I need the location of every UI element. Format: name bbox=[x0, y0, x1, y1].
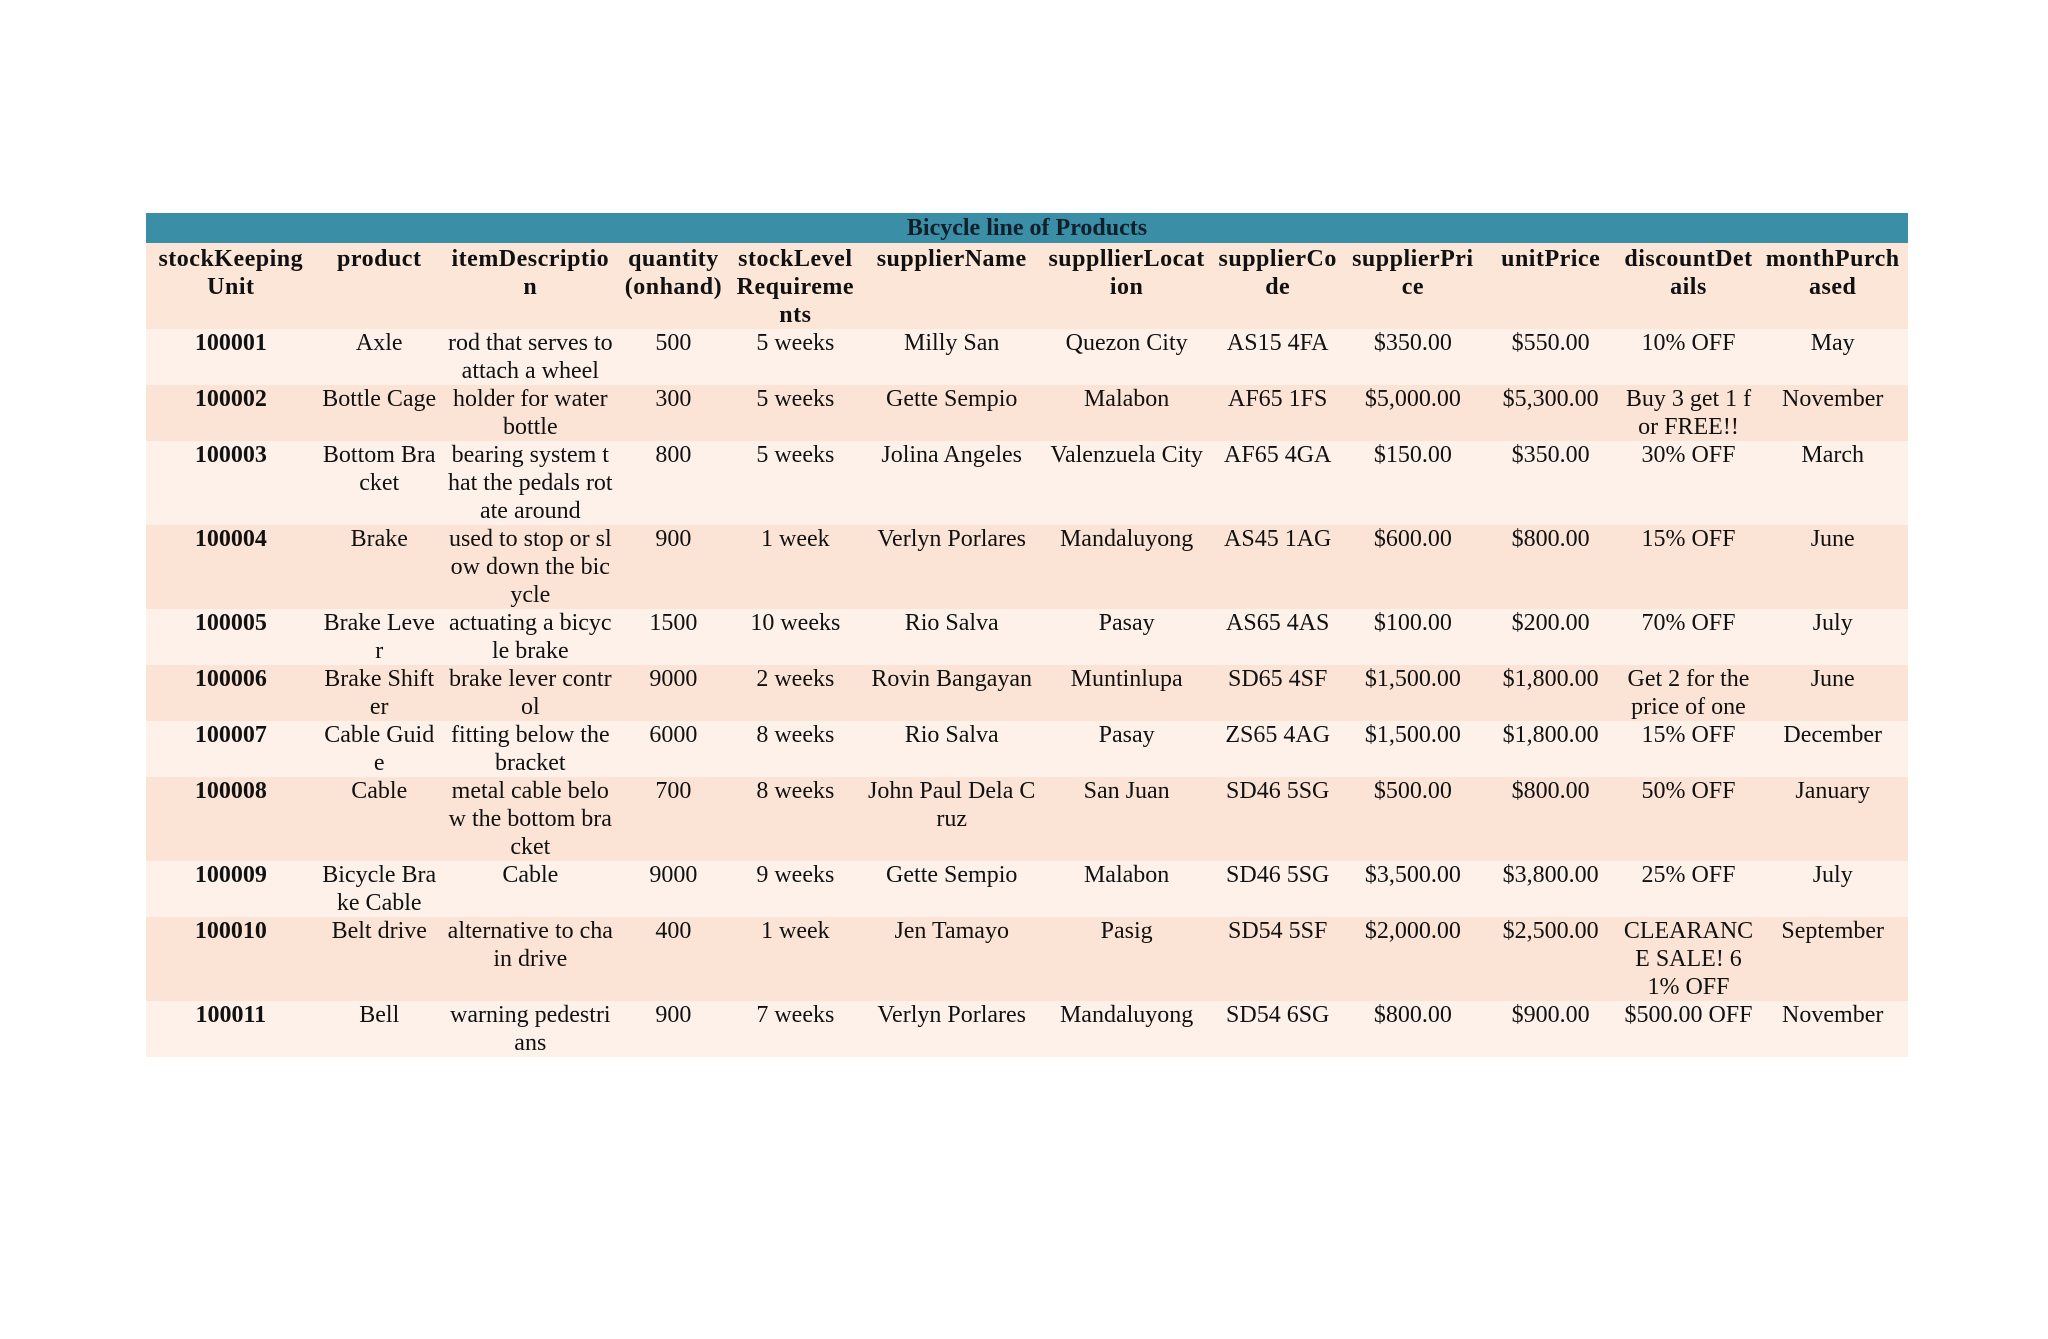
column-header: suppllierLocation bbox=[1048, 246, 1205, 300]
table-cell: May bbox=[1810, 330, 1855, 356]
table-cell: $3,500.00 bbox=[1364, 862, 1461, 888]
sku-cell: 100011 bbox=[195, 1002, 267, 1028]
table-cell: SD54 6SG bbox=[1226, 1002, 1330, 1028]
table-row bbox=[146, 1001, 1908, 1057]
table-cell: Muntinlupa bbox=[1070, 666, 1183, 692]
table-row bbox=[146, 917, 1908, 1001]
table-cell: Belt drive bbox=[331, 918, 427, 944]
table-cell: $350.00 bbox=[1373, 330, 1452, 356]
table-cell: Mandaluyong bbox=[1059, 526, 1194, 552]
table-cell: 300 bbox=[655, 386, 692, 412]
table-cell: 900 bbox=[655, 526, 692, 552]
table-row bbox=[146, 609, 1908, 665]
table-cell: Verlyn Porlares bbox=[877, 1002, 1027, 1028]
sku-cell: 100006 bbox=[194, 666, 267, 692]
table-cell: AS65 4AS bbox=[1226, 610, 1330, 636]
sku-cell: 100004 bbox=[194, 526, 267, 552]
table-cell: June bbox=[1810, 526, 1855, 552]
table-cell: 10% OFF bbox=[1641, 330, 1736, 356]
table-cell: 50% OFF bbox=[1641, 778, 1736, 804]
table-cell: $1,500.00 bbox=[1364, 666, 1461, 692]
table-row bbox=[146, 721, 1908, 777]
table-cell: $1,500.00 bbox=[1364, 722, 1461, 748]
table-cell: Cable bbox=[351, 778, 408, 804]
table-body bbox=[146, 329, 1908, 1057]
table-cell: Cable Guide bbox=[324, 722, 435, 776]
sku-cell: 100009 bbox=[194, 862, 267, 888]
column-header: discountDetails bbox=[1624, 246, 1753, 300]
table-cell: $1,800.00 bbox=[1502, 666, 1599, 692]
table-cell: Pasay bbox=[1098, 610, 1155, 636]
table-cell: used to stop or slow down the bicycle bbox=[448, 526, 612, 608]
table-cell: September bbox=[1781, 918, 1885, 944]
table-row bbox=[146, 777, 1908, 861]
table-cell: alternative to chain drive bbox=[447, 918, 613, 972]
table-cell: San Juan bbox=[1083, 778, 1170, 804]
table-cell: Get 2 for the price of one bbox=[1627, 666, 1750, 720]
table-cell: Bottle Cage bbox=[322, 386, 437, 412]
table-cell: Bicycle Brake Cable bbox=[322, 862, 437, 916]
table-row bbox=[146, 329, 1908, 385]
table-cell: $600.00 bbox=[1373, 526, 1452, 552]
table-cell: June bbox=[1810, 666, 1855, 692]
table-cell: Cable bbox=[502, 862, 559, 888]
table-row bbox=[146, 665, 1908, 721]
column-header: stockLevel Requirements bbox=[736, 246, 855, 328]
sku-cell: 100007 bbox=[194, 722, 267, 748]
table-cell: November bbox=[1782, 386, 1884, 412]
table-cell: $2,000.00 bbox=[1364, 918, 1461, 944]
table-cell: $900.00 bbox=[1511, 1002, 1590, 1028]
table-cell: $800.00 bbox=[1511, 778, 1590, 804]
column-header: product bbox=[337, 246, 422, 272]
table-cell: 800 bbox=[655, 442, 692, 468]
table-cell: $550.00 bbox=[1511, 330, 1590, 356]
table-cell: SD65 4SF bbox=[1228, 666, 1328, 692]
table-cell: 7 weeks bbox=[756, 1002, 835, 1028]
table-cell: $800.00 bbox=[1511, 526, 1590, 552]
table-row bbox=[146, 385, 1908, 441]
sku-cell: 100003 bbox=[194, 442, 267, 468]
table-cell: brake lever control bbox=[449, 666, 612, 720]
table-cell: fitting below the bracket bbox=[450, 722, 610, 776]
table-cell: Axle bbox=[355, 330, 403, 356]
table-cell: John Paul Dela Cruz bbox=[868, 778, 1036, 832]
table-cell: AS45 1AG bbox=[1224, 526, 1332, 552]
table-cell: 1 week bbox=[761, 526, 830, 552]
table-cell: 8 weeks bbox=[756, 722, 835, 748]
table-cell: 9000 bbox=[649, 666, 698, 692]
table-cell: $150.00 bbox=[1373, 442, 1452, 468]
table-cell: December bbox=[1783, 722, 1882, 748]
table-cell: SD46 5SG bbox=[1226, 778, 1330, 804]
table-cell: November bbox=[1782, 1002, 1884, 1028]
table-cell: Verlyn Porlares bbox=[877, 526, 1027, 552]
table-cell: 9 weeks bbox=[756, 862, 835, 888]
table-cell: 700 bbox=[655, 778, 692, 804]
table-cell: $5,300.00 bbox=[1502, 386, 1599, 412]
table-header bbox=[146, 243, 1908, 329]
table-cell: Bottom Bracket bbox=[322, 442, 436, 496]
header-row bbox=[146, 243, 1908, 329]
table-cell: Malabon bbox=[1083, 862, 1170, 888]
table-cell: AF65 1FS bbox=[1228, 386, 1328, 412]
table-cell: Jolina Angeles bbox=[881, 442, 1023, 468]
table-cell: Quezon City bbox=[1065, 330, 1188, 356]
table-cell: Malabon bbox=[1083, 386, 1170, 412]
table-cell: 5 weeks bbox=[756, 386, 835, 412]
table-cell: Brake Lever bbox=[323, 610, 435, 664]
table-cell: Pasay bbox=[1098, 722, 1155, 748]
table-cell: $500.00 bbox=[1373, 778, 1452, 804]
table-cell: ZS65 4AG bbox=[1225, 722, 1331, 748]
table-cell: 6000 bbox=[649, 722, 698, 748]
table-cell: holder for water bottle bbox=[453, 386, 608, 440]
sku-cell: 100002 bbox=[194, 386, 267, 412]
table-cell: Brake Shifter bbox=[324, 666, 435, 720]
table-cell: Brake bbox=[350, 526, 408, 552]
table-row bbox=[146, 441, 1908, 525]
table-title: Bicycle line of Products bbox=[146, 213, 1908, 243]
table-cell: $2,500.00 bbox=[1502, 918, 1599, 944]
table-cell: 15% OFF bbox=[1641, 722, 1736, 748]
table-cell: Milly San bbox=[904, 330, 1000, 356]
table-cell: warning pedestrians bbox=[449, 1002, 611, 1056]
table-cell: 30% OFF bbox=[1641, 442, 1736, 468]
sku-cell: 100010 bbox=[194, 918, 267, 944]
table-cell: 5 weeks bbox=[756, 442, 835, 468]
table-row bbox=[146, 525, 1908, 609]
table-cell: July bbox=[1812, 610, 1853, 636]
column-header: supplierName bbox=[876, 246, 1027, 272]
table-cell: July bbox=[1812, 862, 1853, 888]
column-header: monthPurchased bbox=[1765, 246, 1900, 300]
table-cell: actuating a bicycle brake bbox=[449, 610, 612, 664]
table-cell: 70% OFF bbox=[1641, 610, 1736, 636]
sku-cell: 100005 bbox=[194, 610, 267, 636]
table-cell: 9000 bbox=[649, 862, 698, 888]
table-cell: AF65 4GA bbox=[1224, 442, 1332, 468]
column-header: unitPrice bbox=[1501, 246, 1601, 272]
table-cell: Mandaluyong bbox=[1059, 1002, 1194, 1028]
table-cell: bearing system that the pedals rotate around bbox=[447, 442, 613, 524]
table-cell: Jen Tamayo bbox=[894, 918, 1009, 944]
table-cell: Pasig bbox=[1100, 918, 1153, 944]
table-cell: $100.00 bbox=[1373, 610, 1452, 636]
products-table bbox=[146, 243, 1908, 1057]
column-header: supplierPrice bbox=[1352, 246, 1474, 300]
table-cell: Gette Sempio bbox=[886, 386, 1018, 412]
table-cell: 2 weeks bbox=[756, 666, 835, 692]
table-cell: January bbox=[1795, 778, 1871, 804]
table-cell: $1,800.00 bbox=[1502, 722, 1599, 748]
table-row bbox=[146, 861, 1908, 917]
table-cell: 10 weeks bbox=[750, 610, 841, 636]
table-cell: 8 weeks bbox=[756, 778, 835, 804]
table-cell: $200.00 bbox=[1511, 610, 1590, 636]
table-cell: 15% OFF bbox=[1641, 526, 1736, 552]
table-cell: Rovin Bangayan bbox=[871, 666, 1033, 692]
product-table-sheet bbox=[146, 213, 1908, 1057]
table-cell: $5,000.00 bbox=[1364, 386, 1461, 412]
column-header: quantity (onhand) bbox=[624, 246, 723, 300]
sku-cell: 100001 bbox=[194, 330, 267, 356]
table-cell: metal cable below the bottom bracket bbox=[448, 778, 612, 860]
column-header: itemDescription bbox=[451, 246, 610, 300]
table-cell: Rio Salva bbox=[904, 722, 999, 748]
table-cell: $800.00 bbox=[1373, 1002, 1452, 1028]
table-cell: SD54 5SF bbox=[1228, 918, 1328, 944]
table-cell: 1500 bbox=[649, 610, 698, 636]
table-cell: SD46 5SG bbox=[1226, 862, 1330, 888]
table-cell: AS15 4FA bbox=[1226, 330, 1329, 356]
table-cell: Valenzuela City bbox=[1050, 442, 1203, 468]
table-cell: Bell bbox=[359, 1002, 400, 1028]
table-cell: 25% OFF bbox=[1641, 862, 1736, 888]
table-cell: rod that serves to attach a wheel bbox=[447, 330, 613, 384]
table-cell: 900 bbox=[655, 1002, 692, 1028]
column-header: supplierCode bbox=[1218, 246, 1337, 300]
table-cell: 400 bbox=[655, 918, 692, 944]
table-cell: 5 weeks bbox=[756, 330, 835, 356]
column-header: stockKeepingUnit bbox=[158, 246, 304, 300]
table-cell: $350.00 bbox=[1511, 442, 1590, 468]
table-cell: 1 week bbox=[761, 918, 830, 944]
table-cell: Buy 3 get 1 for FREE!! bbox=[1625, 386, 1752, 440]
table-cell: CLEARANCE SALE! 61% OFF bbox=[1623, 918, 1754, 1000]
table-cell: 500 bbox=[655, 330, 692, 356]
table-cell: $3,800.00 bbox=[1502, 862, 1599, 888]
sku-cell: 100008 bbox=[194, 778, 267, 804]
table-cell: March bbox=[1801, 442, 1865, 468]
table-cell: Rio Salva bbox=[904, 610, 999, 636]
table-cell: $500.00 OFF bbox=[1624, 1002, 1753, 1028]
table-cell: Gette Sempio bbox=[886, 862, 1018, 888]
